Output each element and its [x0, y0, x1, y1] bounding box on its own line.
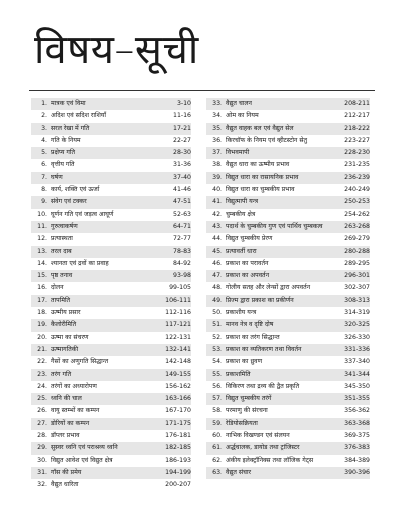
toc-entry	[206, 221, 370, 233]
toc-entry	[206, 196, 370, 208]
toc-entry-pages: 41-46	[173, 186, 191, 194]
toc-entry-pages: 296-301	[344, 272, 370, 280]
toc-entry-title: वायु स्तम्भों का कम्पन	[51, 407, 100, 415]
toc-entry-number: 22.	[37, 358, 47, 366]
toc-entry	[206, 442, 370, 454]
toc-entry	[206, 405, 370, 417]
toc-entry	[31, 110, 191, 122]
toc-entry-pages: 149-155	[165, 370, 191, 378]
toc-entry-number: 38.	[212, 161, 222, 169]
toc-entry-pages: 112-116	[165, 309, 191, 317]
toc-entry-number: 18.	[37, 309, 47, 317]
toc-entry-pages: 341-344	[344, 370, 370, 378]
toc-entry-number: 10.	[37, 210, 47, 218]
toc-entry-number: 62.	[212, 456, 222, 464]
toc-entry-number: 58.	[212, 407, 222, 415]
toc-entry-title: पृष्ठ तनाव	[51, 272, 73, 280]
toc-entry-title: रेडियोसक्रियता	[226, 419, 258, 427]
toc-entry-title: गोलीय सतह और लेन्सों द्वारा अपवर्तन	[226, 284, 311, 292]
toc-entry	[31, 344, 191, 356]
toc-entry-title: प्रक्षेप्य गति	[51, 149, 75, 157]
toc-entry-title: विद्युत्मापी यन्त्र	[226, 198, 259, 206]
toc-entry-number: 31.	[37, 468, 47, 476]
toc-entry	[31, 467, 191, 479]
toc-entry-number: 3.	[41, 124, 47, 132]
toc-entry-pages: 289-295	[344, 259, 370, 267]
toc-entry-title: श्यानता एवं द्रवों का प्रवाह	[51, 259, 109, 267]
toc-column-right	[206, 98, 370, 479]
toc-entry	[31, 307, 191, 319]
toc-entry-title: तापमिति	[51, 296, 71, 304]
toc-entry-title: डोरियों का कम्पन	[51, 419, 90, 427]
toc-entry	[31, 270, 191, 282]
toc-entry-number: 56.	[212, 382, 222, 390]
toc-entry-title: अदिश एवं सदिश राशियाँ	[51, 112, 106, 120]
toc-entry-title: संवेग एवं टक्कर	[51, 198, 87, 206]
toc-entry-number: 37.	[212, 149, 222, 157]
toc-entry	[206, 369, 370, 381]
toc-entry-pages: 280-288	[344, 247, 370, 255]
toc-entry-pages: 337-340	[344, 358, 370, 366]
toc-entry-pages: 106-111	[165, 296, 191, 304]
page-title: विषय–सूची	[34, 27, 199, 73]
toc-entry-number: 11.	[37, 222, 47, 230]
toc-entry-pages: 167-170	[165, 407, 191, 415]
toc-entry-title: सरल रेखा में गति	[51, 124, 90, 132]
toc-entry	[206, 270, 370, 282]
toc-entry	[31, 369, 191, 381]
toc-entry-title: प्रकाश का तरंग सिद्धान्त	[226, 333, 280, 341]
toc-entry-number: 60.	[212, 432, 222, 440]
toc-entry-title: प्रकाश का परावर्तन	[226, 259, 269, 267]
toc-entry-pages: 122-131	[165, 333, 191, 341]
toc-entry-pages: 31-36	[173, 161, 191, 169]
toc-entry-number: 28.	[37, 432, 47, 440]
toc-entry-number: 55.	[212, 370, 222, 378]
toc-entry-pages: 356-362	[344, 407, 370, 415]
toc-entry-pages: 254-262	[344, 210, 370, 218]
toc-entry-number: 20.	[37, 333, 47, 341]
toc-entry-number: 14.	[37, 259, 47, 267]
toc-entry-title: किरचॉफ के नियम एवं व्हीटस्टोन सेतु	[226, 136, 308, 144]
toc-entry-number: 48.	[212, 284, 222, 292]
toc-entry-pages: 52-63	[173, 210, 191, 218]
toc-entry-pages: 11-16	[173, 112, 191, 120]
toc-entry	[31, 246, 191, 258]
toc-entry-title: तरंगों का अध्यारोपण	[51, 382, 97, 390]
toc-entry-number: 2.	[41, 112, 47, 120]
toc-entry	[31, 393, 191, 405]
toc-entry-title: वृत्तीय गति	[51, 161, 75, 169]
toc-entry-number: 23.	[37, 370, 47, 378]
toc-entry-pages: 93-98	[173, 272, 191, 280]
toc-entry-pages: 223-227	[344, 136, 370, 144]
toc-entry-title: विकिरण तथा द्रव्य की द्वैत प्रकृति	[226, 382, 300, 390]
toc-entry-title: वैद्युत धारिता	[51, 481, 79, 489]
toc-entry-pages: 17-21	[173, 124, 191, 132]
toc-column-left	[31, 98, 191, 492]
toc-entry	[206, 258, 370, 270]
toc-entry-pages: 194-199	[165, 468, 191, 476]
toc-entry	[206, 455, 370, 467]
toc-entry-title: दोलन	[51, 284, 64, 292]
toc-entry-pages: 72-77	[173, 235, 191, 243]
toc-entry	[31, 332, 191, 344]
toc-entry-pages: 390-396	[344, 468, 370, 476]
toc-entry-number: 33.	[212, 100, 222, 107]
toc-entry	[206, 282, 370, 294]
toc-entry	[206, 233, 370, 245]
toc-entry-pages: 171-175	[165, 419, 191, 427]
toc-entry-pages: 99-105	[169, 284, 191, 292]
toc-entry-title: तरल दाब	[51, 247, 72, 255]
toc-entry-pages: 37-40	[173, 173, 191, 181]
toc-entry	[31, 479, 191, 491]
toc-entry	[206, 209, 370, 221]
toc-entry-pages: 3-10	[176, 100, 191, 107]
toc-entry-number: 32.	[37, 481, 47, 489]
toc-entry-pages: 320-325	[344, 321, 370, 329]
toc-entry-title: गति के नियम	[51, 136, 81, 144]
toc-entry	[31, 258, 191, 270]
toc-entry-pages: 369-375	[344, 432, 370, 440]
toc-entry-pages: 376-383	[344, 444, 370, 452]
toc-entry-pages: 236-239	[344, 173, 370, 181]
toc-entry-title: पदार्थ के चुम्बकीय गुण एवं पार्थिव चुम्बकत्व	[226, 222, 323, 230]
toc-entry-number: 19.	[37, 321, 47, 329]
toc-entry-number: 5.	[41, 149, 47, 157]
toc-entry-title: विद्युत धारा का रासायनिक प्रभाव	[226, 173, 299, 181]
toc-entry-title: विद्युत चुम्बकीय तरंगें	[226, 395, 272, 403]
toc-entry-title: वैद्युत वाहक बल एवं वैद्युत सेल	[226, 124, 294, 132]
toc-entry-title: मानव नेत्र व दृष्टि दोष	[226, 321, 274, 329]
toc-entry-title: घूर्णन गति एवं जड़त्व आघूर्ण	[51, 210, 114, 218]
toc-entry-title: प्रकाशीय यन्त्र	[226, 309, 257, 317]
toc-entry-title: कैलोरीमिति	[51, 321, 77, 329]
toc-entry-pages: 263-268	[344, 222, 370, 230]
toc-entry	[206, 393, 370, 405]
toc-entry-title: विद्युत चुम्बकीय प्रेरण	[226, 235, 273, 243]
toc-entry	[206, 295, 370, 307]
toc-entry	[206, 319, 370, 331]
toc-entry-title: प्रत्यास्थता	[51, 235, 73, 243]
toc-entry-number: 36.	[212, 136, 222, 144]
toc-entry	[31, 233, 191, 245]
toc-entry	[31, 455, 191, 467]
toc-entry	[206, 381, 370, 393]
toc-entry	[206, 159, 370, 171]
toc-entry-title: सुस्वर ध्वनि एवं पराश्रव्य ध्वनि	[51, 444, 118, 452]
toc-entry-pages: 331-336	[344, 345, 370, 353]
toc-entry-number: 35.	[212, 124, 222, 132]
toc-entry	[206, 123, 370, 135]
toc-entry-title: विद्युत धारा का चुम्बकीय प्रभाव	[226, 186, 295, 194]
toc-entry-title: अर्द्धचालक, डायोड तथा ट्रांजिस्टर	[226, 444, 300, 452]
toc-entry-number: 24.	[37, 382, 47, 390]
toc-entry-number: 47.	[212, 272, 222, 280]
toc-entry-number: 15.	[37, 272, 47, 280]
toc-entry-title: प्रकाश का व्यतिकरण तथा विवर्तन	[226, 345, 302, 353]
toc-entry	[31, 430, 191, 442]
toc-entry-title: कार्य, शक्ति एवं ऊर्जा	[51, 186, 100, 194]
toc-entry-number: 30.	[37, 456, 47, 464]
toc-entry-pages: 208-211	[344, 100, 370, 107]
toc-entry-pages: 142-148	[165, 358, 191, 366]
toc-entry-pages: 117-121	[165, 321, 191, 329]
toc-entry	[206, 172, 370, 184]
toc-entry-title: डॉप्लर प्रभाव	[51, 432, 80, 440]
toc-entry-number: 29.	[37, 444, 47, 452]
toc-entry	[31, 418, 191, 430]
toc-entry	[206, 344, 370, 356]
toc-entry-pages: 231-235	[344, 161, 370, 169]
toc-entry-pages: 200-207	[165, 481, 191, 489]
toc-entry	[31, 184, 191, 196]
toc-entry-number: 51.	[212, 321, 222, 329]
toc-entry	[31, 319, 191, 331]
toc-entry-number: 50.	[212, 309, 222, 317]
toc-entry-title: गुरुत्वाकर्षण	[51, 222, 78, 230]
toc-entry-title: परमाणु की संरचना	[226, 407, 268, 415]
toc-entry-pages: 384-389	[344, 456, 370, 464]
toc-entry	[31, 405, 191, 417]
toc-entry-number: 34.	[212, 112, 222, 120]
toc-entry-pages: 163-166	[165, 395, 191, 403]
toc-entry-title: अंकीय इलेक्ट्रॉनिक्स तथा लॉजिक गेट्स	[226, 456, 314, 464]
toc-entry-pages: 156-162	[165, 382, 191, 390]
toc-entry-number: 49.	[212, 296, 222, 304]
toc-entry-title: प्रत्यावर्ती धारा	[226, 247, 257, 255]
toc-entry	[206, 98, 370, 110]
toc-entry	[206, 110, 370, 122]
toc-entry	[31, 282, 191, 294]
toc-entry-title: प्रिज्म द्वारा प्रकाश का प्रकीर्णन	[226, 296, 294, 304]
toc-entry-title: वैद्युत चालन	[226, 100, 252, 107]
toc-entry	[31, 295, 191, 307]
toc-entry-number: 52.	[212, 333, 222, 341]
toc-entry-title: चुम्बकीय क्षेत्र	[226, 210, 256, 218]
toc-entry-title: नाभिक विखण्डन एवं संलयन	[226, 432, 290, 440]
toc-entry-title: मात्रक एवं विमा	[51, 100, 86, 107]
toc-entry-pages: 250-253	[344, 198, 370, 206]
toc-entry	[31, 98, 191, 110]
toc-entry-pages: 228-230	[344, 149, 370, 157]
toc-entry-number: 12.	[37, 235, 47, 243]
toc-entry	[31, 442, 191, 454]
toc-entry-pages: 314-319	[344, 309, 370, 317]
toc-entry-title: ओम का नियम	[226, 112, 259, 120]
toc-entry-pages: 326-330	[344, 333, 370, 341]
toc-entry-title: ऊष्मीय प्रसार	[51, 309, 81, 317]
toc-entry-pages: 186-193	[165, 456, 191, 464]
toc-entry-number: 43.	[212, 222, 222, 230]
toc-entry-number: 4.	[41, 136, 47, 144]
toc-entry-title: वैद्युत संचार	[226, 468, 252, 476]
toc-entry	[206, 147, 370, 159]
toc-entry	[206, 467, 370, 479]
toc-entry-pages: 182-185	[165, 444, 191, 452]
toc-entry-title: विभवमापी	[226, 149, 250, 157]
toc-entry-title: गॉस की प्रमेय	[51, 468, 82, 476]
toc-entry-title: तरंग गति	[51, 370, 72, 378]
toc-entry-title: प्रकाश का अपवर्तन	[226, 272, 270, 280]
toc-entry-pages: 22-27	[173, 136, 191, 144]
toc-entry-pages: 240-249	[344, 186, 370, 194]
toc-entry-title: वैद्युत धारा का ऊष्मीय प्रभाव	[226, 161, 290, 169]
toc-entry	[206, 356, 370, 368]
toc-entry-number: 39.	[212, 173, 222, 181]
toc-entry-number: 57.	[212, 395, 222, 403]
toc-entry	[31, 209, 191, 221]
toc-entry	[31, 381, 191, 393]
toc-entry	[206, 418, 370, 430]
toc-entry	[206, 332, 370, 344]
toc-entry-title: प्रकाश का ध्रुवण	[226, 358, 263, 366]
toc-entry-pages: 47-51	[173, 198, 191, 206]
toc-entry-pages: 269-279	[344, 235, 370, 243]
toc-entry-pages: 84-92	[173, 259, 191, 267]
toc-entry-number: 26.	[37, 407, 47, 415]
toc-entry-pages: 302-307	[344, 284, 370, 292]
toc-entry-number: 17.	[37, 296, 47, 304]
toc-entry-number: 41.	[212, 198, 222, 206]
toc-entry-number: 59.	[212, 419, 222, 427]
toc-entry	[31, 356, 191, 368]
toc-entry-pages: 212-217	[344, 112, 370, 120]
toc-entry	[31, 123, 191, 135]
toc-entry-title: ऊष्मागतिकी	[51, 345, 79, 353]
toc-entry-number: 27.	[37, 419, 47, 427]
toc-entry-number: 54.	[212, 358, 222, 366]
toc-entry	[31, 172, 191, 184]
toc-entry-pages: 132-141	[165, 345, 191, 353]
toc-entry-number: 13.	[37, 247, 47, 255]
toc-entry-pages: 363-368	[344, 419, 370, 427]
toc-entry-title: ध्वनि की चाल	[51, 395, 82, 403]
toc-entry-number: 45.	[212, 247, 222, 255]
toc-entry-pages: 78-83	[173, 247, 191, 255]
toc-entry-number: 63.	[212, 468, 222, 476]
toc-entry-pages: 218-222	[344, 124, 370, 132]
toc-entry-number: 16.	[37, 284, 47, 292]
toc-entry-number: 44.	[212, 235, 222, 243]
toc-entry	[206, 135, 370, 147]
toc-entry-title: ऊष्मा का संचरण	[51, 333, 89, 341]
toc-entry-number: 21.	[37, 345, 47, 353]
toc-entry-pages: 308-313	[344, 296, 370, 304]
toc-entry-number: 40.	[212, 186, 222, 194]
toc-entry-number: 53.	[212, 345, 222, 353]
toc-entry	[206, 246, 370, 258]
toc-entry-title: गैसों का अणुगति सिद्धान्त	[51, 358, 109, 366]
toc-entry-number: 1.	[41, 100, 47, 107]
toc-entry-pages: 345-350	[344, 382, 370, 390]
toc-entry-title: विद्युत आवेश एवं विद्युत क्षेत्र	[51, 456, 113, 464]
toc-entry-number: 8.	[41, 186, 47, 194]
toc-entry	[31, 221, 191, 233]
toc-entry-pages: 351-355	[344, 395, 370, 403]
toc-entry-number: 6.	[41, 161, 47, 169]
toc-entry	[206, 184, 370, 196]
title-divider	[29, 90, 375, 91]
toc-entry	[31, 159, 191, 171]
toc-entry-pages: 176-181	[165, 432, 191, 440]
toc-entry-number: 7.	[41, 173, 47, 181]
toc-entry-number: 25.	[37, 395, 47, 403]
toc-entry-title: प्रकाशमिति	[226, 370, 251, 378]
toc-entry	[206, 430, 370, 442]
toc-entry-pages: 64-71	[173, 222, 191, 230]
toc-entry-number: 9.	[41, 198, 47, 206]
toc-entry-number: 46.	[212, 259, 222, 267]
toc-entry-number: 61.	[212, 444, 222, 452]
toc-entry	[31, 196, 191, 208]
toc-entry-pages: 28-30	[173, 149, 191, 157]
toc-entry	[31, 135, 191, 147]
toc-entry	[31, 147, 191, 159]
toc-entry-title: घर्षण	[51, 173, 63, 181]
toc-entry	[206, 307, 370, 319]
toc-entry-number: 42.	[212, 210, 222, 218]
